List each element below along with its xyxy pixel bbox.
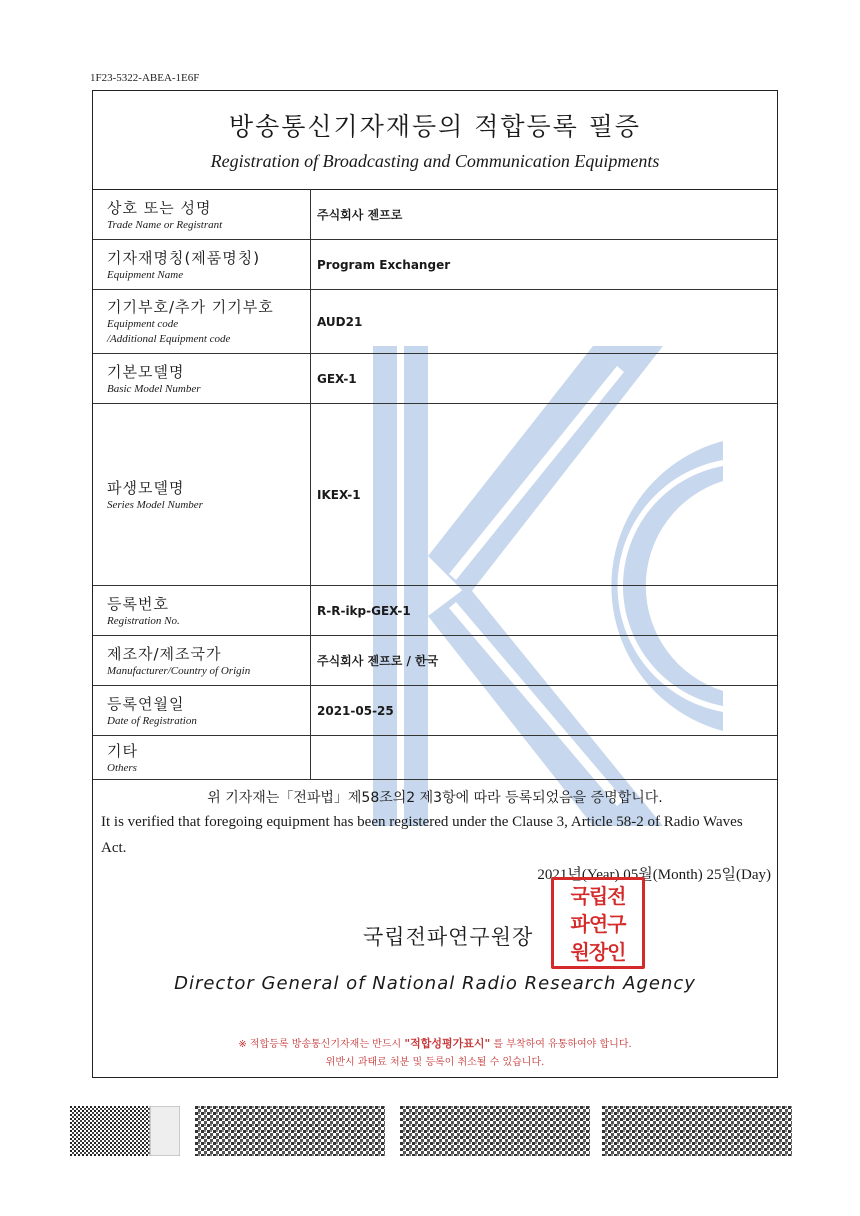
label-cell <box>93 736 311 780</box>
issue-date: 2021년(Year) 05월(Month) 25일(Day) <box>537 867 771 883</box>
notice-emphasis: "적합성평가표시" <box>404 1037 491 1050</box>
notice-line-1 <box>93 1035 777 1054</box>
label-english: Others <box>107 761 137 774</box>
notice-line-2: 위반시 과태료 처분 및 등록이 취소될 수 있습니다. <box>325 1057 545 1068</box>
label-korean: 등록번호 <box>107 594 169 613</box>
notice <box>93 1035 777 1072</box>
label-korean: 제조자/제조국가 <box>107 644 222 663</box>
label-english: Series Model Number <box>107 498 203 511</box>
label-english: Registration No. <box>107 614 180 627</box>
label-korean: 등록연월일 <box>107 694 185 713</box>
value-cell <box>311 586 778 636</box>
value-cell <box>311 190 778 240</box>
registration-table <box>93 189 777 780</box>
notice-text: 를 부착하여 유통하여야 합니다. <box>493 1039 632 1050</box>
seal-line: 국립전 <box>570 884 626 908</box>
label-korean: 기자재명칭(제품명칭) <box>107 248 261 267</box>
barcode-icon <box>602 1106 792 1156</box>
label-cell <box>93 240 311 290</box>
value-text: 주식회사 젠프로 / 한국 <box>317 653 439 668</box>
label-cell <box>93 354 311 404</box>
verification-statement-english: It is verified that foregoing equipment has been registered under the Clause 3, Article 58-2 of Radio Waves Act. <box>101 814 743 856</box>
table-row <box>93 586 777 636</box>
value-cell <box>311 636 778 686</box>
label-english: Trade Name or Registrant <box>107 218 223 231</box>
value-text: Program Exchanger <box>317 257 451 272</box>
value-cell <box>311 290 778 354</box>
table-row <box>93 736 777 780</box>
table-row <box>93 354 777 404</box>
label-cell <box>93 290 311 354</box>
value-text: R-R-ikp-GEX-1 <box>317 603 411 618</box>
label-english: Equipment Name <box>107 268 184 281</box>
barcode-icon <box>400 1106 590 1156</box>
certificate-frame <box>92 90 778 1078</box>
value-cell <box>311 736 778 780</box>
table-row <box>93 290 777 354</box>
label-english: Equipment code <box>107 318 179 330</box>
official-seal <box>551 877 645 969</box>
value-text: GEX-1 <box>317 371 357 386</box>
label-korean: 기본모델명 <box>107 362 185 381</box>
barcode-icon <box>195 1106 385 1156</box>
label-english: Date of Registration <box>107 714 197 727</box>
label-cell <box>93 404 311 586</box>
table-row <box>93 636 777 686</box>
title-korean: 방송통신기자재등의 적합등록 필증 <box>228 112 642 141</box>
table-row <box>93 686 777 736</box>
table-row <box>93 240 777 290</box>
label-korean: 기기부호/추가 기기부호 <box>107 298 274 316</box>
label-english-2: /Additional Equipment code <box>107 333 231 345</box>
value-text: 2021-05-25 <box>317 703 394 718</box>
value-text: IKEX-1 <box>317 487 361 502</box>
document-id: 1F23-5322-ABEA-1E6F <box>90 72 200 84</box>
label-korean: 기타 <box>107 741 138 760</box>
label-korean: 파생모델명 <box>107 478 185 497</box>
value-cell <box>311 240 778 290</box>
label-english: Basic Model Number <box>107 382 201 395</box>
value-cell <box>311 686 778 736</box>
table-row <box>93 190 777 240</box>
seal-line: 원장인 <box>570 940 626 964</box>
barcode-icon <box>70 1106 180 1156</box>
label-korean: 상호 또는 성명 <box>107 198 212 217</box>
issuer-korean: 국립전파연구원장 <box>363 925 534 949</box>
label-cell <box>93 190 311 240</box>
value-text: AUD21 <box>317 314 363 329</box>
label-english: Manufacturer/Country of Origin <box>107 664 251 677</box>
value-cell <box>311 404 778 586</box>
table-row <box>93 404 777 586</box>
seal-line: 파연구 <box>570 912 626 936</box>
notice-text: ※ 적합등록 방송통신기자재는 반드시 <box>238 1039 402 1050</box>
title-english: Registration of Broadcasting and Communication Equipments <box>210 151 660 171</box>
label-cell <box>93 586 311 636</box>
director-english: Director General of National Radio Research Agency <box>174 973 696 994</box>
value-cell <box>311 354 778 404</box>
label-cell <box>93 636 311 686</box>
verification-statement-korean: 위 기자재는「전파법」제58조의2 제3항에 따라 등록되었음을 증명합니다. <box>207 790 663 806</box>
value-text: 주식회사 젠프로 <box>317 207 403 222</box>
label-cell <box>93 686 311 736</box>
